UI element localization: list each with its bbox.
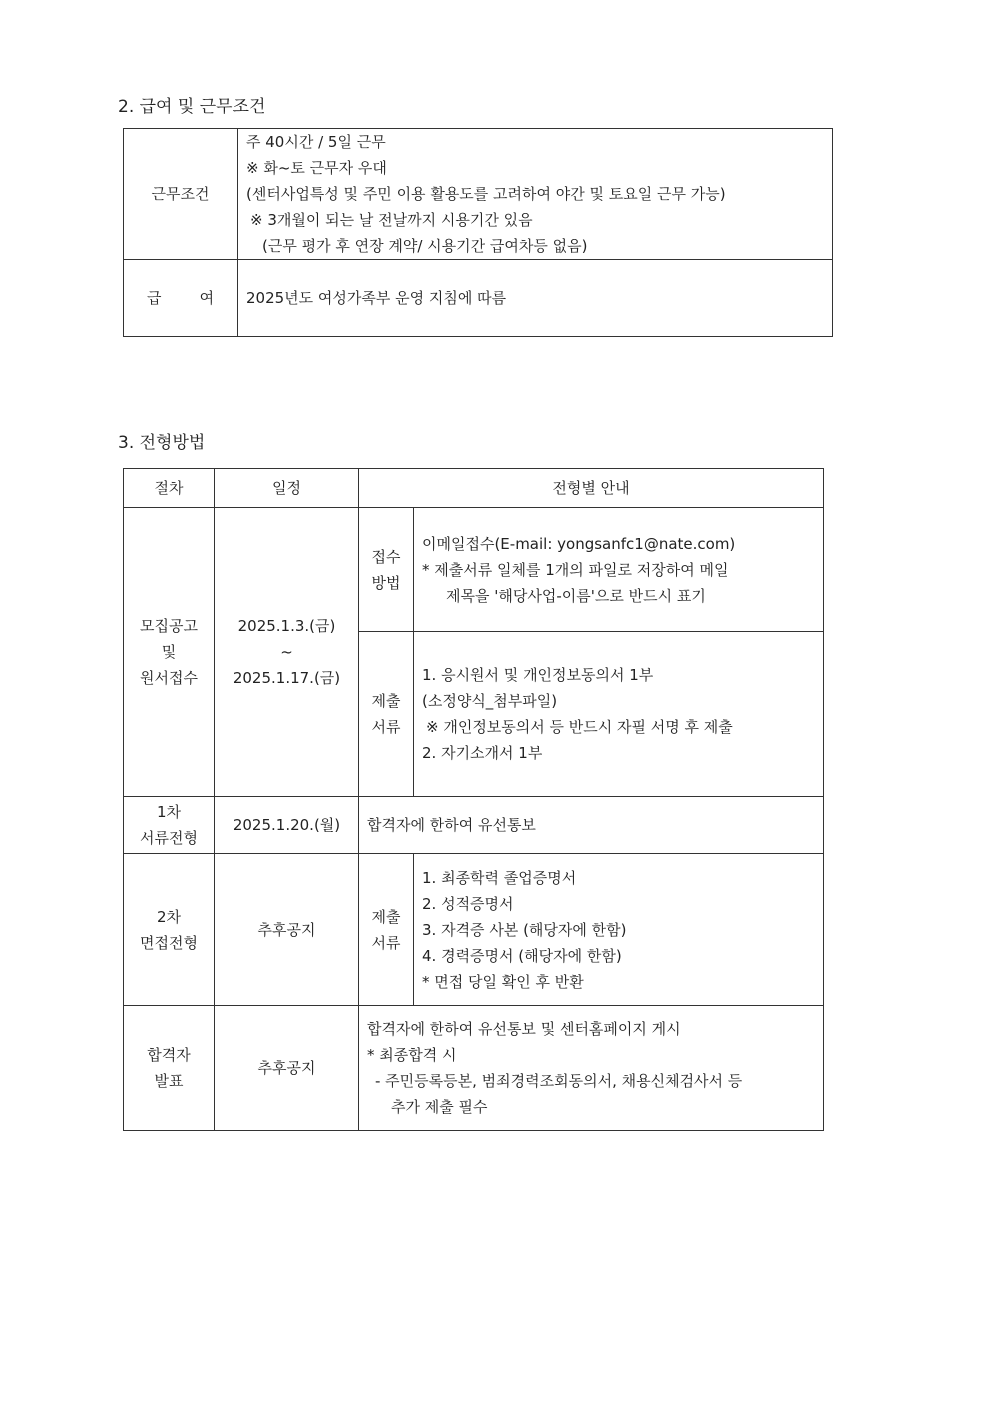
recruit-step-line: 모집공고 — [140, 617, 198, 635]
recruit-step-line: 원서접수 — [140, 669, 198, 687]
recruit-step-line: 및 — [161, 643, 177, 661]
document-item: ※ 개인정보동의서 등 반드시 자필 서명 후 제출 — [426, 718, 733, 736]
work-hours-text: 주 40시간 / 5일 근무 — [246, 133, 386, 151]
preferred-days-note: ※ 화~토 근무자 우대 — [246, 159, 387, 177]
second-step-cell — [124, 854, 215, 1006]
night-weekend-note: (센터사업특성 및 주민 이용 활용도를 고려하여 야간 및 토요일 근무 가능) — [246, 185, 726, 203]
second-documents-content — [414, 854, 824, 1006]
label-line: 방법 — [371, 573, 401, 592]
second-schedule-cell: 추후공지 — [215, 854, 359, 1006]
recruit-date-separator: ~ — [280, 643, 293, 661]
label-line: 제출 — [371, 692, 401, 710]
salary-label: 급 여 — [124, 260, 238, 337]
document-item: * 면접 당일 확인 후 반환 — [422, 972, 584, 991]
label-line: 접수 — [371, 547, 401, 566]
label-line: 서류 — [371, 933, 401, 952]
salary-content: 2025년도 여성가족부 운영 지침에 따름 — [238, 260, 833, 337]
email-application-text: 이메일접수(E-mail: yongsanfc1@nate.com) — [422, 534, 736, 553]
recruit-end-date: 2025.1.17.(금) — [232, 669, 341, 687]
step-line: 서류전형 — [140, 829, 198, 847]
announce-line: * 최종합격 시 — [367, 1046, 457, 1064]
document-item: 4. 경력증명서 (해당자에 한함) — [422, 946, 622, 965]
required-documents-content — [414, 632, 824, 797]
first-guide-cell: 합격자에 한하여 유선통보 — [359, 797, 824, 854]
label-line: 서류 — [371, 718, 401, 736]
first-schedule-cell: 2025.1.20.(월) — [215, 797, 359, 854]
header-guide: 전형별 안내 — [359, 469, 824, 508]
header-schedule: 일정 — [215, 469, 359, 508]
step-line: 2차 — [156, 907, 182, 926]
first-step-cell — [124, 797, 215, 854]
document-item: 2. 성적증명서 — [422, 894, 514, 913]
document-item: 1. 응시원서 및 개인정보동의서 1부 — [422, 666, 654, 684]
header-step: 절차 — [124, 469, 215, 508]
announce-guide-cell — [359, 1006, 824, 1131]
announce-line: - 주민등록등본, 범죄경력조회동의서, 채용신체검사서 등 — [375, 1072, 743, 1090]
file-note-text: * 제출서류 일체를 1개의 파일로 저장하여 메일 — [422, 560, 729, 579]
recruit-step-cell — [124, 508, 215, 797]
announce-line: 합격자에 한하여 유선통보 및 센터홈페이지 게시 — [367, 1020, 681, 1038]
step-line: 면접전형 — [140, 933, 198, 952]
required-documents-label — [359, 632, 414, 797]
document-item: 3. 자격증 사본 (해당자에 한함) — [422, 920, 627, 939]
announce-line: 추가 제출 필수 — [391, 1098, 488, 1116]
probation-note: ※ 3개월이 되는 날 전날까지 시용기간 있음 — [250, 211, 533, 229]
label-line: 제출 — [371, 907, 401, 926]
salary-conditions-table — [123, 128, 833, 337]
section3-heading: 3. 전형방법 — [118, 433, 206, 453]
step-line: 합격자 — [147, 1046, 191, 1064]
selection-process-table — [123, 468, 824, 1131]
announce-schedule-cell: 추후공지 — [215, 1006, 359, 1131]
document-item: 1. 최종학력 졸업증명서 — [422, 868, 577, 887]
step-line: 발표 — [154, 1072, 184, 1090]
recruit-start-date: 2025.1.3.(금) — [237, 617, 336, 635]
work-conditions-label: 근무조건 — [124, 129, 238, 260]
step-line: 1차 — [156, 803, 182, 821]
section2-heading: 2. 급여 및 근무조건 — [118, 97, 266, 117]
work-conditions-content — [238, 129, 833, 260]
announce-step-cell — [124, 1006, 215, 1131]
document-item: 2. 자기소개서 1부 — [422, 744, 543, 762]
subject-note-text: 제목을 '해당사업-이름'으로 반드시 표기 — [446, 586, 706, 605]
recruit-schedule-cell — [215, 508, 359, 797]
document-item: (소정양식_첨부파일) — [422, 692, 558, 710]
probation-detail-note: (근무 평가 후 연장 계약/ 시용기간 급여차등 없음) — [262, 237, 588, 255]
application-method-label — [359, 508, 414, 632]
second-documents-label — [359, 854, 414, 1006]
application-method-content — [414, 508, 824, 632]
